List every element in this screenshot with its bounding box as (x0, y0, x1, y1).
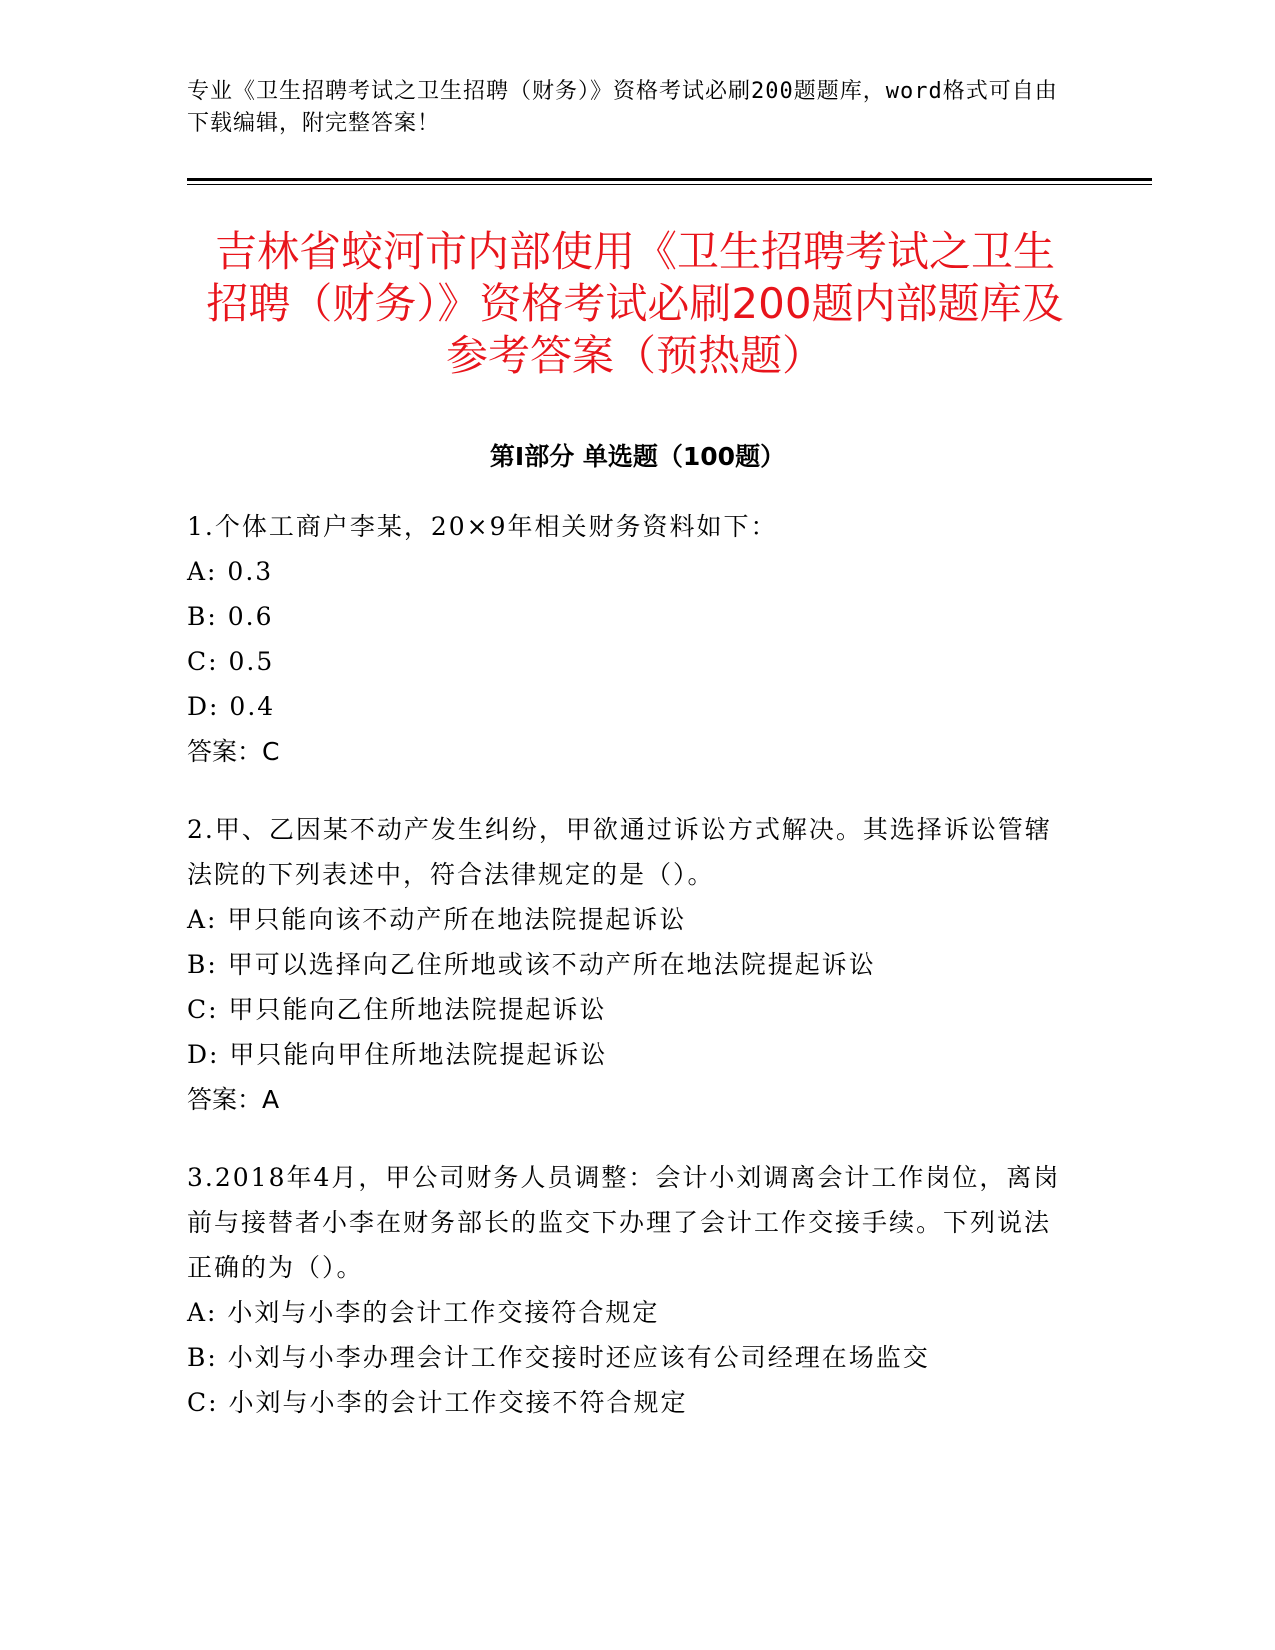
option-a: A: 小刘与小李的会计工作交接符合规定 (187, 1298, 660, 1327)
option-c: C: 0.5 (187, 647, 275, 676)
question-2 (187, 807, 1067, 1122)
question-stem: 1.个体工商户李某，20×9年相关财务资料如下： (187, 512, 778, 541)
option-d: D: 甲只能向甲住所地法院提起诉讼 (187, 1040, 608, 1069)
question-stem: 2.甲、乙因某不动产发生纠纷，甲欲通过诉讼方式解决。其选择诉讼管辖法院的下列表述中，符合法律规定的是（）。 (187, 815, 1052, 889)
option-d: D: 0.4 (187, 692, 276, 721)
header-divider-thin (187, 184, 1152, 185)
question-1 (187, 504, 1067, 774)
option-b: B: 小刘与小李办理会计工作交接时还应该有公司经理在场监交 (187, 1343, 930, 1372)
header-note: 专业《卫生招聘考试之卫生招聘（财务）》资格考试必刷200题题库，word格式可自由下载编辑，附完整答案！ (187, 79, 1058, 136)
option-a: A: 甲只能向该不动产所在地法院提起诉讼 (187, 905, 687, 934)
option-b: B: 甲可以选择向乙住所地或该不动产所在地法院提起诉讼 (187, 950, 876, 979)
option-c: C: 甲只能向乙住所地法院提起诉讼 (187, 995, 607, 1024)
question-3 (187, 1155, 1067, 1425)
option-c: C: 小刘与小李的会计工作交接不符合规定 (187, 1388, 688, 1417)
option-b: B: 0.6 (187, 602, 274, 631)
document-title: 吉林省蛟河市内部使用《卫生招聘考试之卫生招聘（财务）》资格考试必刷200题内部题库及参考答案（预热题） (206, 227, 1064, 380)
answer: 答案：C (187, 737, 280, 766)
option-a: A: 0.3 (187, 557, 274, 586)
section-heading: 第Ⅰ部分 单选题（100题） (489, 442, 786, 471)
answer: 答案：A (187, 1085, 280, 1114)
header-divider (187, 178, 1152, 181)
question-stem: 3.2018年4月，甲公司财务人员调整：会计小刘调离会计工作岗位，离岗前与接替者小李在财务部长的监交下办理了会计工作交接手续。下列说法正确的为（）。 (187, 1163, 1061, 1282)
